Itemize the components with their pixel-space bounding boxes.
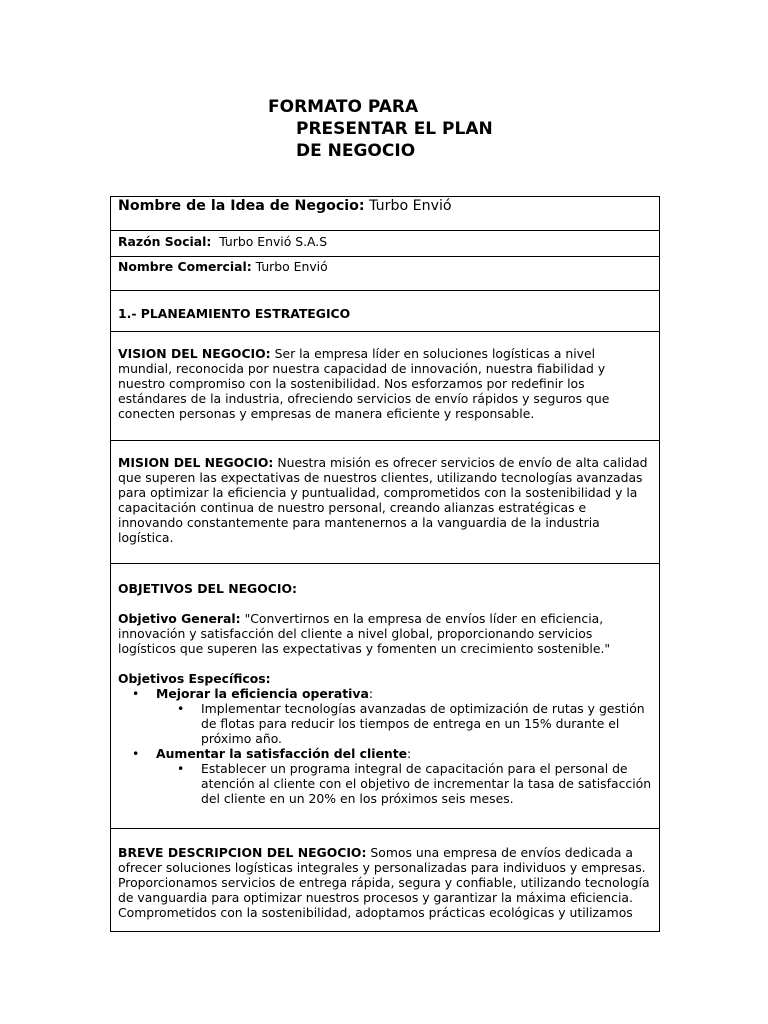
title-line-2: PRESENTAR EL PLAN	[296, 119, 493, 139]
vision-text: Ser la empresa líder en soluciones logísticas a nivel mundial, reconocida por nuestra capacidad de innovación, nuestra fiabilidad y nuestro compromiso con la sostenibilidad. Nos esforzamos por redefinir los estándares de la industria, ofreciendo servicios de envío rápidos y seguros que conecten personas y empresas de manera eficiente y responsable.	[118, 346, 610, 421]
vision-label: VISION DEL NEGOCIO:	[118, 346, 271, 361]
row-nombre-comercial	[111, 257, 660, 291]
objetivos-heading: OBJETIVOS DEL NEGOCIO:	[118, 581, 297, 596]
document-title	[268, 96, 493, 162]
comercial-label: Nombre Comercial:	[118, 259, 252, 274]
objetivo-2-title: Aumentar la satisfacción del cliente	[156, 746, 408, 761]
list-item: • Establecer un programa integral de capacitación para el personal de atención al cliente con el objetivo de incrementar la tasa de satisfacción del cliente en un 20% en los próximos seis meses.	[156, 761, 652, 806]
title-line-1: FORMATO PARA	[268, 97, 419, 117]
row-breve-descripcion	[111, 829, 660, 932]
list-item: • Implementar tecnologías avanzadas de optimización de rutas y gestión de flotas para reducir los tiempos de entrega en un 15% durante el próximo año.	[156, 701, 652, 746]
idea-label: Nombre de la Idea de Negocio:	[118, 198, 365, 214]
cell-vision	[111, 332, 660, 441]
cell-breve-descripcion	[111, 829, 660, 932]
row-razon-social	[111, 231, 660, 257]
objetivo-1-suffix: :	[368, 686, 374, 701]
mision-text: Nuestra misión es ofrecer servicios de envío de alta calidad que superen las expectativas de nuestros clientes, utilizando tecnologías avanzadas para optimizar la eficiencia y puntualidad, comprometidos con la sostenibilidad y la capacitación continua de nuestro personal, creando alianzas estratégicas e innovando constantemente para mantenernos a la vanguardia de la industria logística.	[118, 455, 648, 545]
breve-text: Somos una empresa de envíos dedicada a ofrecer soluciones logísticas integrales y personalizadas para individuos y empresas. Proporcionamos servicios de entrega rápida, segura y confiable, utilizando tecnología de vanguardia para optimizar nuestros procesos y garantizar la máxima eficiencia. Comprometidos con la sostenibilidad, adoptamos prácticas ecológicas y utilizamos	[118, 845, 650, 920]
title-line-3: DE NEGOCIO	[296, 141, 416, 161]
objetivos-especificos-list	[118, 686, 652, 806]
planeamiento-heading: 1.- PLANEAMIENTO ESTRATEGICO	[118, 306, 351, 321]
razon-label: Razón Social:	[118, 234, 212, 249]
row-idea	[111, 197, 660, 231]
row-vision	[111, 332, 660, 441]
list-item	[118, 686, 652, 746]
objetivo-1-title: Mejorar la eficiencia operativa	[156, 686, 369, 701]
business-plan-form	[110, 196, 660, 932]
row-planeamiento	[111, 291, 660, 332]
razon-value: Turbo Envió S.A.S	[219, 234, 328, 249]
cell-mision	[111, 441, 660, 564]
row-objetivos	[111, 564, 660, 829]
objetivo-general-label: Objetivo General:	[118, 611, 241, 626]
cell-idea	[111, 197, 660, 231]
cell-razon-social	[111, 231, 660, 257]
mision-label: MISION DEL NEGOCIO:	[118, 455, 274, 470]
cell-nombre-comercial	[111, 257, 660, 291]
idea-value: Turbo Envió	[369, 198, 452, 214]
objetivo-general-text: "Convertirnos en la empresa de envíos líder en eficiencia, innovación y satisfacción del cliente a nivel global, proporcionando servicios logísticos que superen las expectativas y fomenten un crecimiento sostenible."	[118, 611, 611, 656]
row-mision	[111, 441, 660, 564]
cell-planeamiento	[111, 291, 660, 332]
breve-label: BREVE DESCRIPCION DEL NEGOCIO:	[118, 845, 367, 860]
cell-objetivos	[111, 564, 660, 829]
objetivos-especificos-label: Objetivos Específicos:	[118, 671, 271, 686]
objetivo-2-suffix: :	[407, 746, 412, 761]
comercial-value: Turbo Envió	[255, 259, 328, 274]
list-item	[118, 746, 652, 806]
